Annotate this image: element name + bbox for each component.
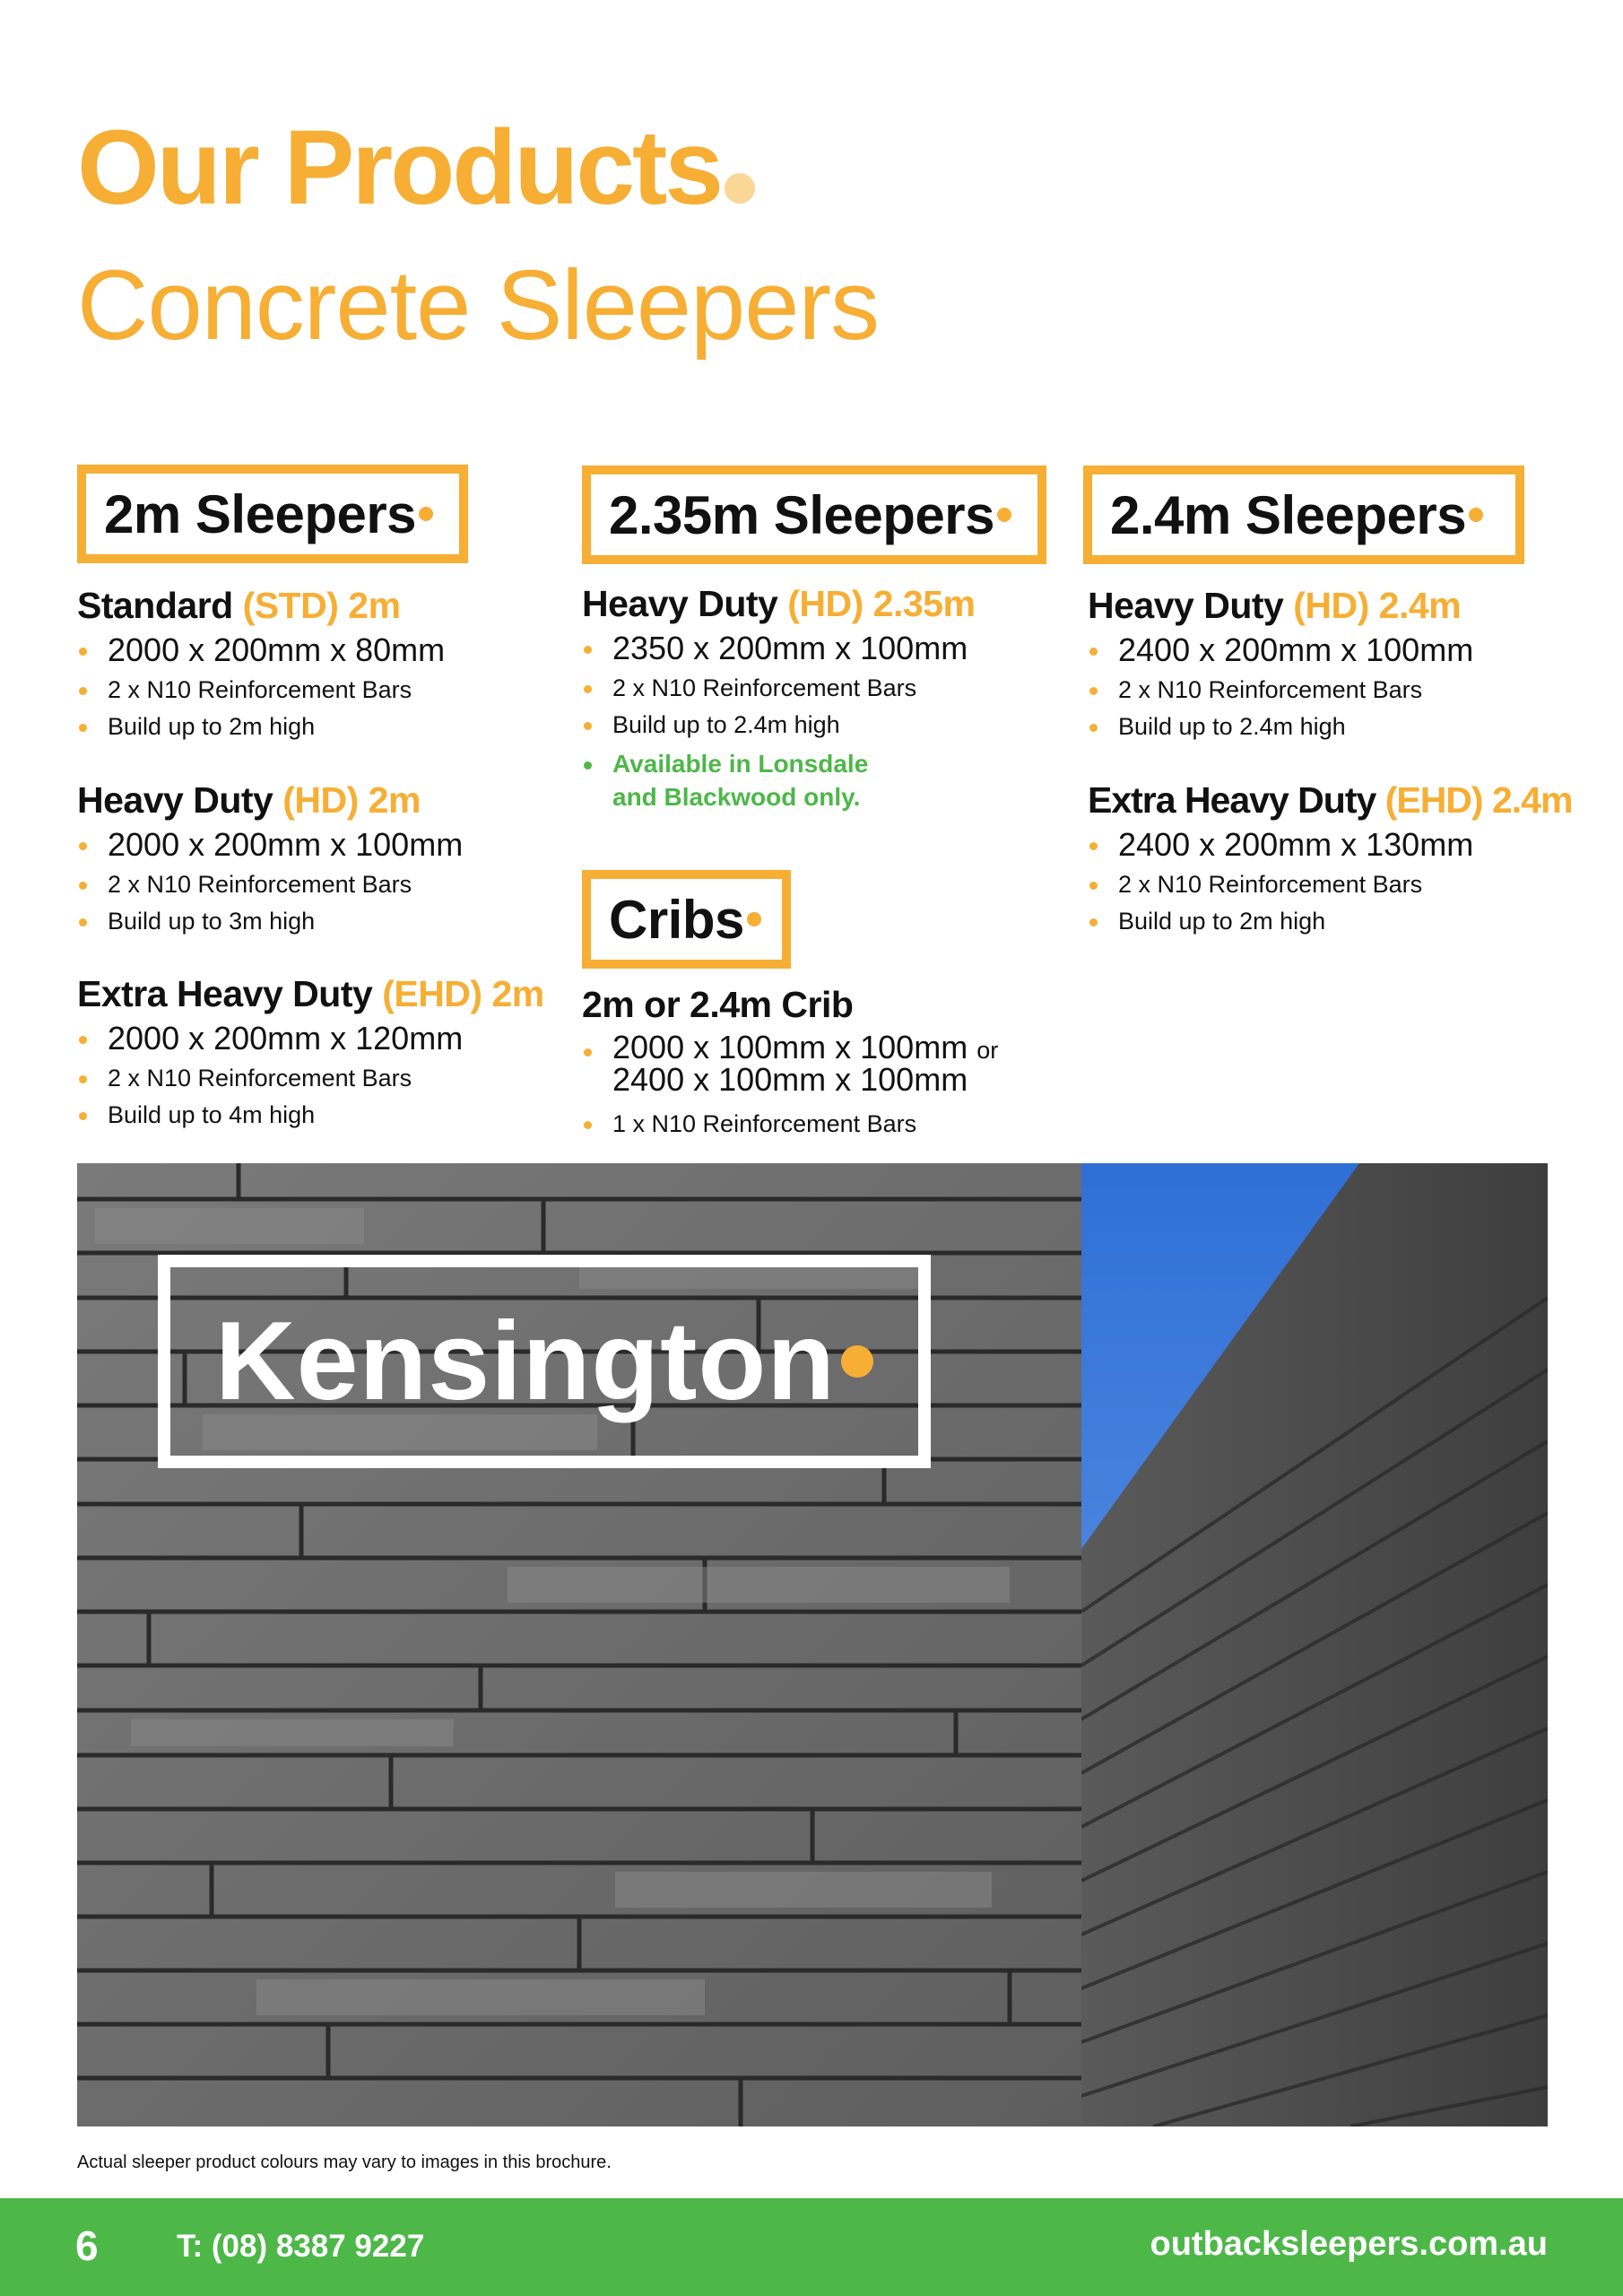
section-box-2m — [77, 465, 468, 563]
label-dot-icon — [419, 507, 433, 521]
product-extra-heavy-duty-2m — [77, 973, 544, 1132]
spec-bars: 2 x N10 Reinforcement Bars — [77, 674, 544, 706]
product-heavy-duty-2-35m — [582, 583, 975, 814]
section-box-2-4m — [1083, 465, 1524, 564]
spec-dimensions: 2400 x 200mm x 130mm — [1088, 825, 1572, 864]
spec-dimensions: 2000 x 200mm x 120mm — [77, 1019, 544, 1057]
column-2m-sleepers — [77, 585, 544, 1168]
spec-bars: 2 x N10 Reinforcement Bars — [1088, 869, 1572, 900]
footer-bar — [0, 2198, 1623, 2296]
product-title: Extra Heavy Duty (EHD) 2m — [77, 973, 544, 1015]
spec-dimensions: 2000 x 100mm x 100mm or 2400 x 100mm x 100mm — [582, 1031, 998, 1096]
wall-sky-graphic — [1081, 1163, 1548, 2126]
spec-bars: 2 x N10 Reinforcement Bars — [77, 1063, 544, 1094]
product-name-frame — [158, 1255, 931, 1468]
spec-dimensions: 2350 x 200mm x 100mm — [582, 629, 975, 667]
section-label-cribs: Cribs — [609, 889, 744, 950]
spec-height: Build up to 2.4m high — [1088, 711, 1572, 743]
label-dot-icon — [1469, 508, 1483, 522]
label-dot-icon — [747, 912, 761, 926]
spec-bars: 1 x N10 Reinforcement Bars — [582, 1109, 998, 1140]
product-title: Heavy Duty (HD) 2.4m — [1088, 585, 1462, 626]
phone-number[interactable]: T: (08) 8387 9227 — [177, 2229, 425, 2264]
page-subtitle: Concrete Sleepers — [77, 250, 880, 361]
page-title-text: Our Products — [77, 109, 721, 227]
crib-product — [582, 984, 998, 1145]
spec-bars: 2 x N10 Reinforcement Bars — [582, 673, 975, 704]
spec-height: Build up to 2m high — [1088, 906, 1572, 937]
product-name-text: Kensington — [215, 1300, 836, 1423]
website-link[interactable]: outbacksleepers.com.au — [1150, 2225, 1548, 2263]
column-2-4m-sleepers — [1088, 585, 1572, 973]
section-label-2-35m: 2.35m Sleepers — [609, 484, 994, 545]
spec-height: Build up to 2.4m high — [582, 709, 975, 741]
spec-bars: 2 x N10 Reinforcement Bars — [77, 869, 544, 900]
product-heavy-duty-2m — [77, 779, 544, 938]
stone-wall-closeup-image — [77, 1163, 1081, 2126]
title-dot-icon — [725, 173, 755, 204]
spec-dimensions: 2000 x 200mm x 80mm — [77, 631, 544, 669]
page-number: 6 — [75, 2222, 99, 2269]
product-extra-heavy-duty-2-4m — [1088, 779, 1572, 938]
section-label-2m: 2m Sleepers — [104, 483, 417, 544]
section-label-2-4m: 2.4m Sleepers — [1110, 484, 1467, 545]
product-title: Extra Heavy Duty (EHD) 2.4m — [1088, 778, 1573, 821]
product-title: 2m or 2.4m Crib — [582, 984, 854, 1025]
spec-dimensions: 2400 x 200mm x 100mm — [1088, 631, 1572, 669]
product-standard-2m — [77, 585, 544, 744]
page-title — [77, 109, 755, 227]
product-heavy-duty-2-4m — [1088, 585, 1572, 744]
spec-bars: 2 x N10 Reinforcement Bars — [1088, 674, 1572, 706]
spec-height: Build up to 4m high — [77, 1100, 544, 1131]
product-title: Standard (STD) 2m — [77, 585, 401, 626]
label-dot-icon — [841, 1345, 873, 1378]
section-box-cribs — [582, 870, 791, 969]
column-2-35m-sleepers — [582, 583, 975, 814]
product-name-label — [178, 1274, 911, 1448]
availability-note: Available in Lonsdale and Blackwood only. — [582, 747, 905, 815]
label-dot-icon — [997, 508, 1011, 522]
spec-dimensions: 2000 x 200mm x 100mm — [77, 825, 544, 864]
section-box-2-35m — [582, 465, 1046, 564]
spec-height: Build up to 3m high — [77, 906, 544, 937]
spec-height: Build up to 2m high — [77, 711, 544, 743]
stone-wall-angle-image — [1081, 1163, 1548, 2126]
product-title: Heavy Duty (HD) 2m — [77, 778, 421, 821]
product-title: Heavy Duty (HD) 2.35m — [582, 583, 976, 624]
disclaimer-text: Actual sleeper product colours may vary to images in this brochure. — [77, 2152, 612, 2172]
